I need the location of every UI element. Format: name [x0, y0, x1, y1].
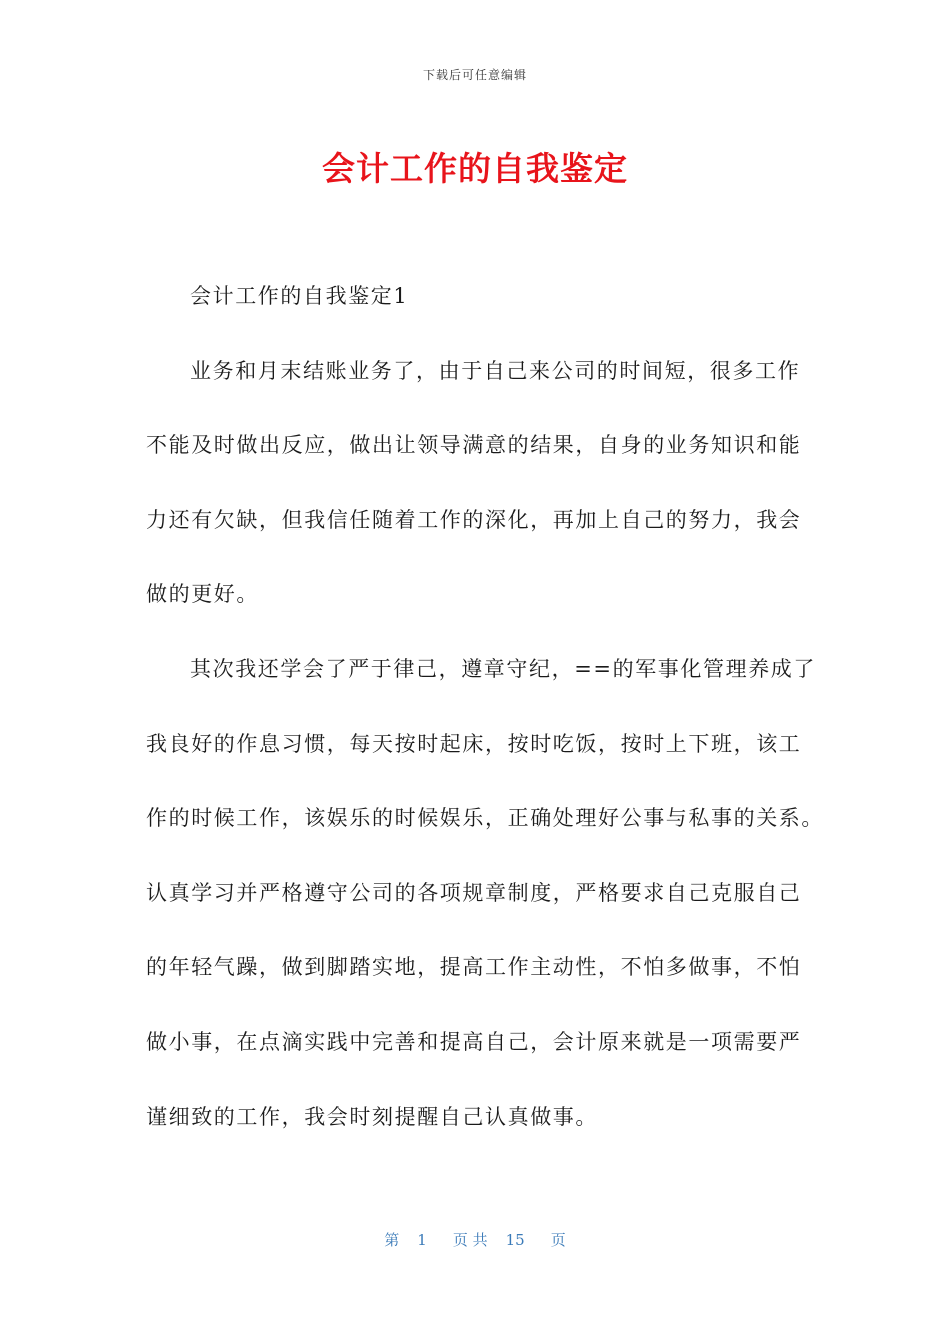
body-line: 我良好的作息习惯，每天按时起床，按时吃饭，按时上下班，该工 — [146, 731, 802, 756]
body-line: 做的更好。 — [146, 582, 259, 607]
footer-total-pages: 15 — [505, 1231, 525, 1249]
footer-current-page: 1 — [417, 1231, 427, 1249]
body-line: 业务和月末结账业务了，由于自己来公司的时间短，很多工作 — [190, 358, 801, 383]
footer-suffix: 页 — [550, 1231, 566, 1249]
section-heading: 会计工作的自我鉴定1 — [190, 284, 409, 308]
body-line: 其次我还学会了严于律己，遵章守纪，==的军事化管理养成了 — [190, 656, 816, 681]
body-line: 的年轻气躁，做到脚踏实地，提高工作主动性，不怕多做事，不怕 — [146, 955, 802, 980]
footer-middle: 页 共 — [452, 1231, 488, 1249]
header-note: 下载后可任意编辑 — [422, 68, 527, 82]
body-line: 谨细致的工作，我会时刻提醒自己认真做事。 — [146, 1104, 598, 1129]
body-line: 做小事，在点滴实践中完善和提高自己，会计原来就是一项需要严 — [146, 1029, 802, 1054]
footer-prefix: 第 — [384, 1231, 400, 1249]
document-title: 会计工作的自我鉴定 — [322, 149, 628, 188]
body-line: 作的时候工作，该娱乐的时候娱乐，正确处理好公事与私事的关系。 — [146, 806, 824, 831]
body-line: 认真学习并严格遵守公司的各项规章制度，严格要求自己克服自己 — [146, 880, 802, 905]
page-footer — [0, 1229, 950, 1250]
document-body — [146, 276, 824, 1171]
body-line: 不能及时做出反应，做出让领导满意的结果，自身的业务知识和能 — [146, 433, 802, 458]
body-line: 力还有欠缺，但我信任随着工作的深化，再加上自己的努力，我会 — [146, 507, 802, 532]
